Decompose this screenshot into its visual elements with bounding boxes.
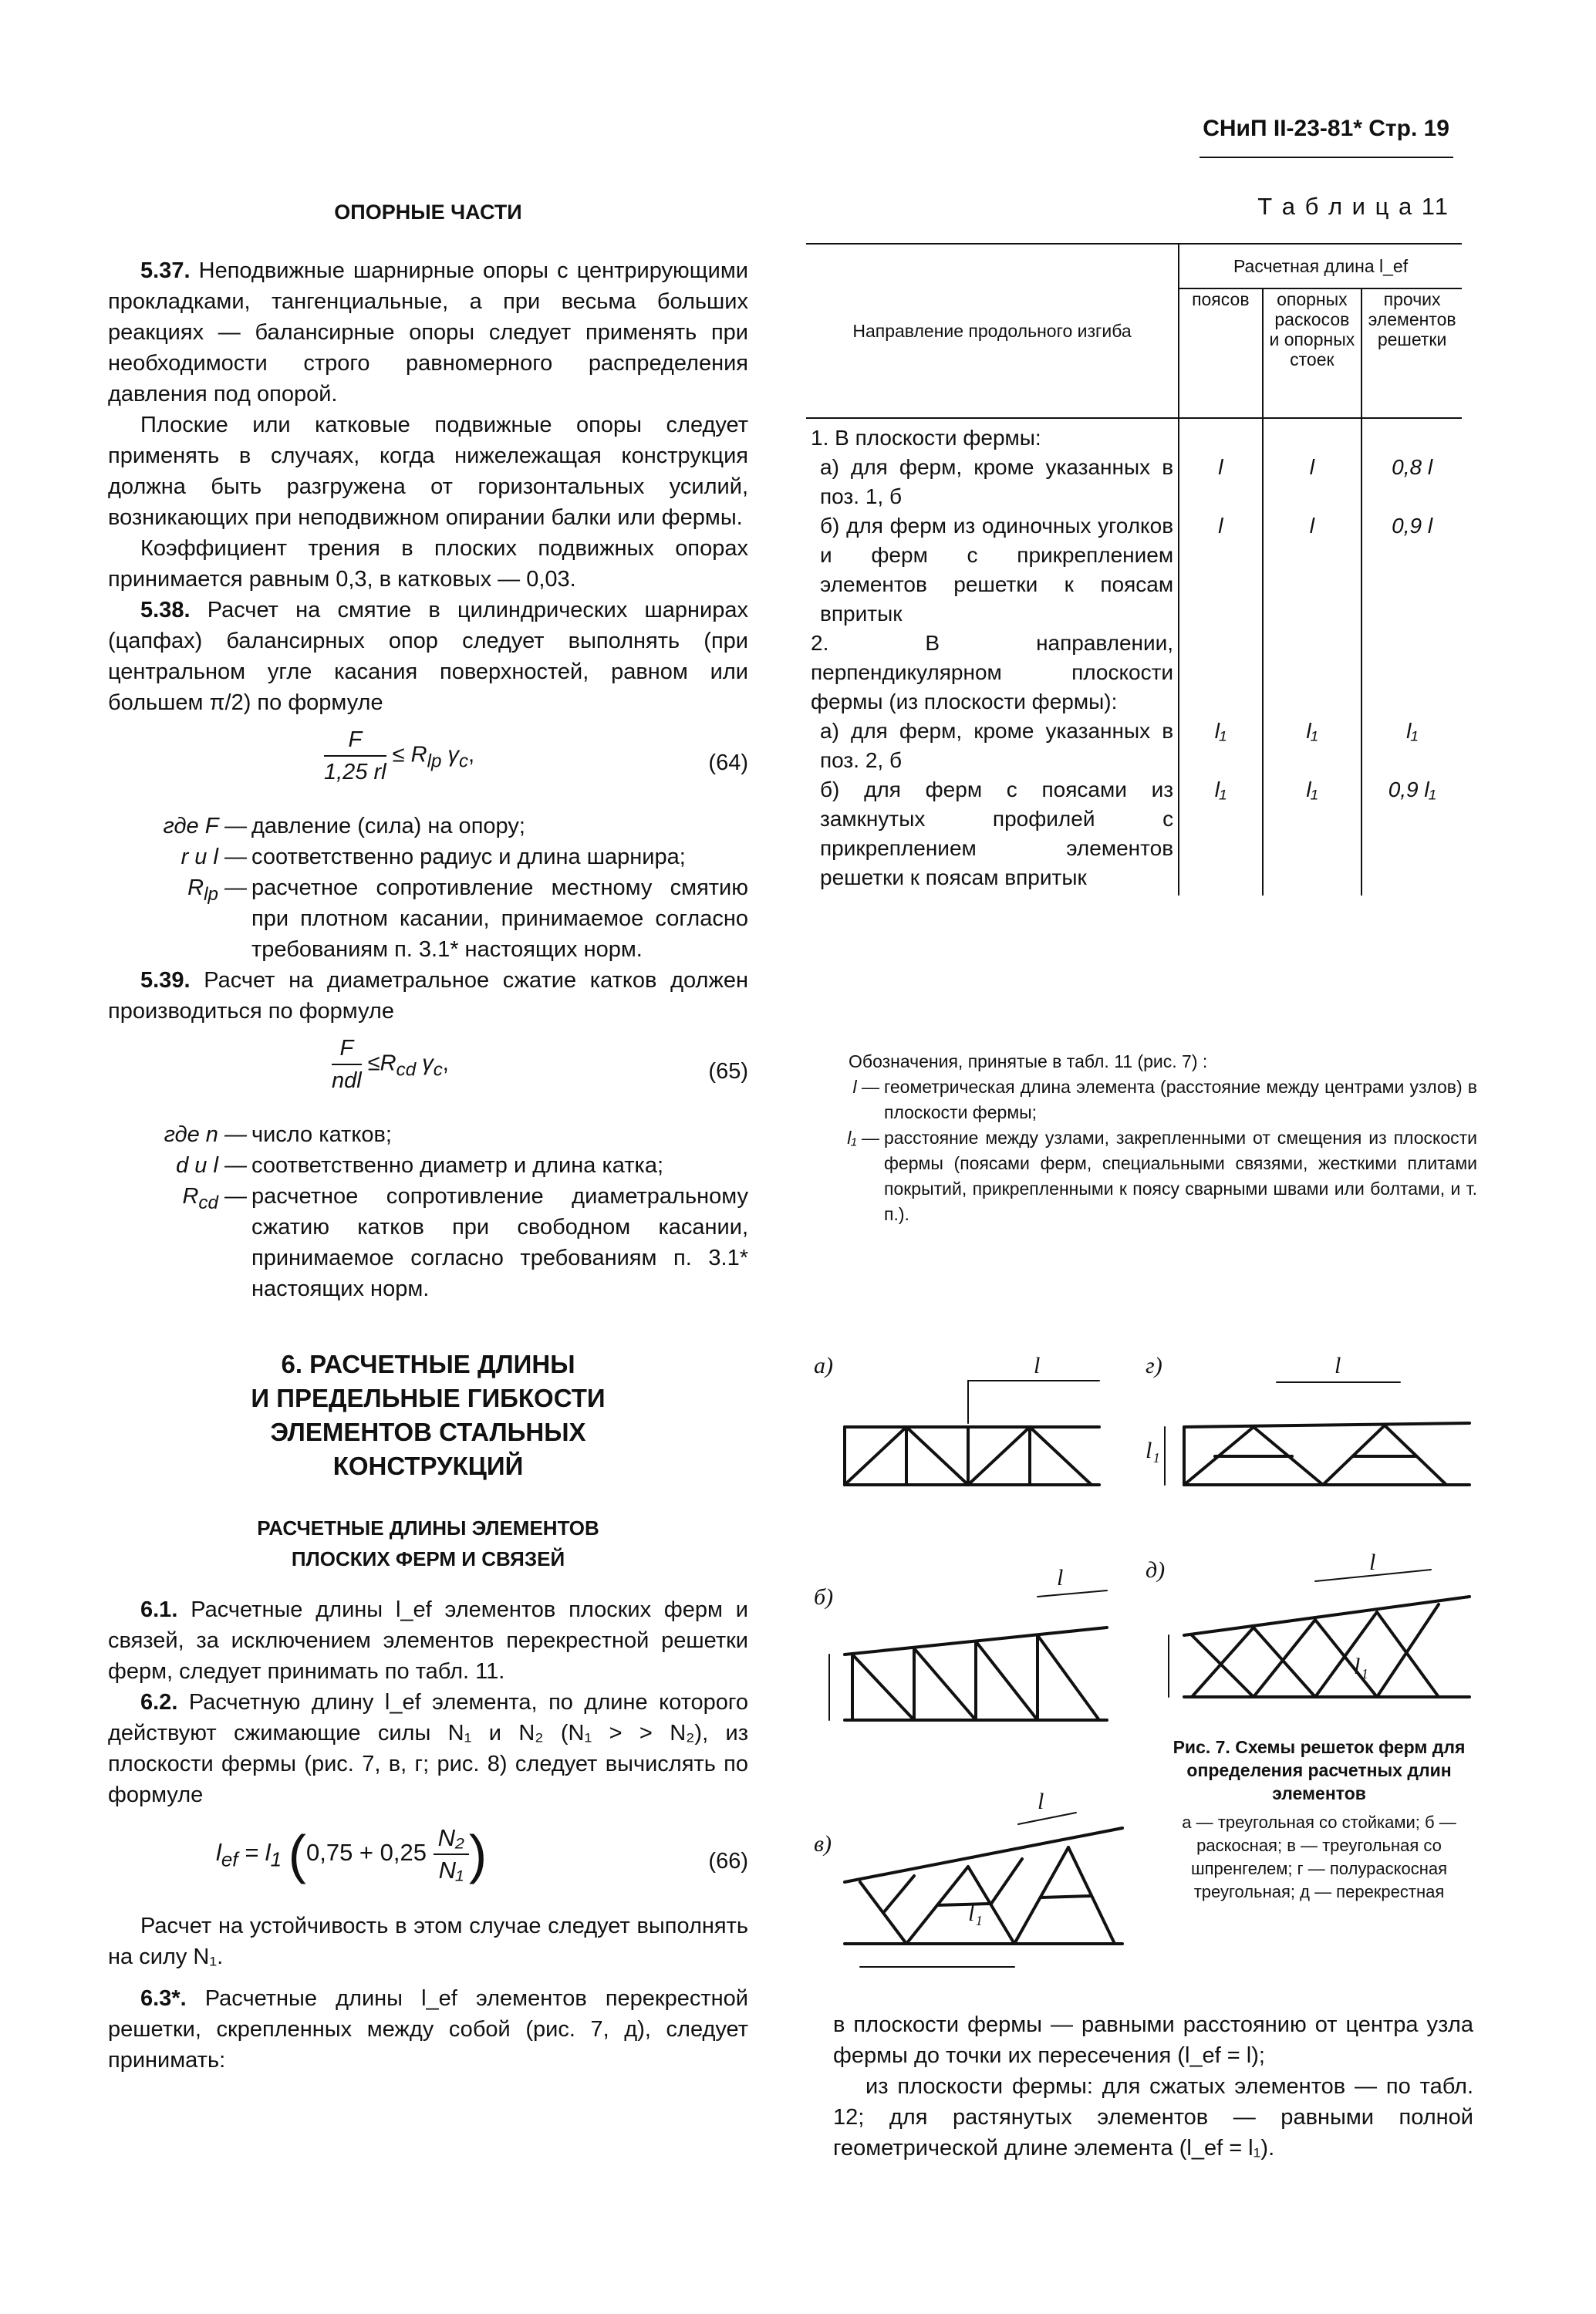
table-head-col: прочих элементов решетки — [1361, 288, 1462, 418]
truss-a — [845, 1381, 1099, 1485]
formula-fraction: $\frac{F}{\text{ndl}}$ — [332, 1033, 362, 1096]
section-6-title: 6. РАСЧЕТНЫЕ ДЛИНЫ И ПРЕДЕЛЬНЫЕ ГИБКОСТИ ЭЛЕМЕНТОВ СТАЛЬНЫХ КОНСТРУКЦИЙ — [251, 1350, 606, 1480]
para-5-38 — [108, 595, 748, 718]
left-column — [108, 197, 748, 2076]
length-label: l₁ — [968, 1901, 983, 1926]
para-6-2-b: Расчет на устойчивость в этом случае следует выполнять на силу N₁. — [108, 1914, 748, 1969]
table-head-direction: Направление продольного изгиба — [806, 244, 1179, 418]
page-header: СНиП II-23-81* Стр. 19 — [1203, 116, 1449, 141]
table-row: 1. В плоскости фермы: — [806, 418, 1462, 453]
formula-number: (64) — [708, 751, 748, 775]
length-label: l — [1334, 1353, 1341, 1378]
subsection-title: РАСЧЕТНЫЕ ДЛИНЫ ЭЛЕМЕНТОВ ПЛОСКИХ ФЕРМ И СВЯЗЕЙ — [257, 1516, 599, 1570]
table-head-col: поясов — [1179, 288, 1262, 418]
truss-g — [1165, 1382, 1469, 1485]
formula-65: $\frac{F}{\text{ndl}}$ $\le R_{cd}$ $\gamma_c$, (65) — [108, 1027, 748, 1119]
length-label: l₁ — [1354, 1654, 1368, 1679]
para-number: 5.39. — [140, 968, 191, 993]
notes-title: Обозначения, принятые в табл. 11 (рис. 7) : — [849, 1051, 1208, 1071]
para-5-37-b: Плоские или катковые подвижные опоры следует применять в случаях, когда нижележащая конструкция должна быть разгружена от горизонтальных усилий, возникающих при неподвижном опирании балки или фермы. — [108, 413, 748, 530]
definitions-64 — [108, 811, 748, 965]
definition-row: где F — давление (сила) на опору; — [163, 814, 525, 838]
definition-row: где n — число катков; — [164, 1122, 392, 1147]
note-row: l — геометрическая длина элемента (расстояние между центрами узлов) в плоскости фермы; — [852, 1077, 1477, 1122]
length-label: l₁ — [1146, 1438, 1160, 1463]
table-notes — [825, 1049, 1477, 1227]
length-label: l — [1034, 1353, 1041, 1378]
caption-title: Рис. 7. Схемы решеток ферм для определения расчетных длин элементов — [1173, 1737, 1466, 1803]
table-head-col: опорных раскосов и опорных стоек — [1263, 288, 1362, 418]
definition-row: r и l — соответственно радиус и длина шарнира; — [181, 845, 686, 869]
definition-row: $R_{cd}$ — расчетное сопротивление диаметральному сжатию катков при свободном касании, принимаемое согласно требованиям п. 3.1* настоящих норм. — [182, 1184, 748, 1301]
definition-row: $R_{lp}$ — расчетное сопротивление местному смятию при плотном касании, принимаемое согласно требованиям п. 3.1* настоящих норм. — [187, 875, 748, 962]
table-row: б) для ферм из одиночных уголков и ферм с прикреплением элементов решетки к поясам впритык l l 0,9 l — [806, 511, 1462, 629]
para-5-37-c: Коэффициент трения в плоских подвижных опорах принимается равным 0,3, в катковых — 0,03. — [108, 536, 748, 592]
para-out-of-plane: из плоскости фермы: для сжатых элементов — по табл. 12; для растянутых элементов — равными полной геометрической длине элемента (l_ef = l₁). — [833, 2074, 1473, 2161]
para-number: 6.1. — [140, 1597, 178, 1622]
truss-b — [829, 1590, 1107, 1720]
figure-caption — [1157, 1736, 1481, 1904]
para-5-37 — [108, 255, 748, 410]
para-in-plane: в плоскости фермы — равными расстоянию от центра узла фермы до точки их пересечения (l_ef = l); — [833, 2012, 1473, 2068]
para-text: Расчетные длины l_ef элементов перекрестной решетки, скрепленных между собой (рис. 7, д), следует принимать: — [108, 1986, 748, 2073]
note-row: l₁ — расстояние между узлами, закрепленными от смещения из плоскости фермы (поясами ферм, специальными связями, жесткими плитами покрытий, прикрепленными к поясу сварными швами или болтами, и т. п.). — [847, 1128, 1477, 1224]
formula-number: (65) — [708, 1059, 748, 1084]
definition-row: d и l — соответственно диаметр и длина катка; — [176, 1153, 664, 1178]
para-5-39 — [108, 965, 748, 1027]
formula-fraction: $\frac{F}{1,25 rl}$ — [324, 724, 386, 788]
para-number: 5.38. — [140, 598, 191, 622]
fig-label-d: д) — [1146, 1557, 1166, 1583]
para-text: Расчет на диаметральное сжатие катков должен производиться по формуле — [108, 968, 748, 1024]
header-rule — [1200, 157, 1453, 158]
length-label: l — [1038, 1789, 1044, 1814]
figure-7 — [814, 1350, 1485, 1982]
para-text: Расчетную длину l_ef элемента, по длине которого действуют сжимающие силы N₁ и N₂ (N₁ > > N₂), из плоскости фермы (рис. 7, в, г; рис. 8) следует вычислять по формуле — [108, 1690, 749, 1807]
table-title: Т а б л и ц а 11 — [1257, 193, 1449, 220]
caption-text: а — треугольная со стойками; б — раскосная; в — треугольная со шпренгелем; г — полураскосная треугольная; д — перекрестная — [1182, 1813, 1456, 1901]
table-row: б) для ферм с поясами из замкнутых профилей с прикреплением элементов решетки к поясам впритык l₁ l₁ 0,9 l₁ — [806, 775, 1462, 896]
fig-label-g: г) — [1146, 1353, 1162, 1378]
formula-fraction: $\frac{\text{N₂}}{\text{N₁}}$ — [434, 1823, 469, 1886]
definitions-65 — [108, 1119, 748, 1304]
para-text: Неподвижные шарнирные опоры с центрирующими прокладками, тангенциальные, а при весьма больших реакциях — балансирные опоры следует применять при необходимости строго равномерного распределения давления под опорой. — [108, 258, 748, 406]
para-6-1 — [108, 1594, 748, 1687]
fig-label-a: а) — [814, 1353, 833, 1378]
table-row: а) для ферм, кроме указанных в поз. 1, б l l 0,8 l — [806, 453, 1462, 511]
para-number: 5.37. — [140, 258, 191, 283]
fig-label-b: б) — [814, 1584, 834, 1610]
table-row: а) для ферм, кроме указанных в поз. 2, б l₁ l₁ l₁ — [806, 717, 1462, 775]
para-6-2 — [108, 1687, 748, 1810]
para-text: Расчетные длины l_ef элементов плоских ферм и связей, за исключением элементов перекрестной решетки ферм, следует принимать по табл. 11. — [108, 1597, 748, 1684]
table-row: 2. В направлении, перпендикулярном плоскости фермы (из плоскости фермы): — [806, 629, 1462, 717]
length-label: l — [1369, 1550, 1376, 1575]
right-bottom-text — [833, 2009, 1473, 2164]
para-number: 6.3*. — [140, 1986, 187, 2011]
para-text: Расчет на смятие в цилиндрических шарнирах (цапфах) балансирных опор следует выполнять (при центральном угле касания поверхностей, равном или большем π/2) по формуле — [108, 598, 749, 715]
table-head-group: Расчетная длина l_ef — [1179, 244, 1462, 288]
table-11 — [806, 243, 1477, 896]
fig-label-v: в) — [814, 1831, 832, 1857]
truss-c — [845, 1813, 1122, 1967]
formula-64: $\frac{F}{1,25 rl}$ ≤ $R_{lp}$ $\gamma_c$, (64) — [108, 718, 748, 811]
section-title-supports: ОПОРНЫЕ ЧАСТИ — [334, 201, 522, 224]
para-6-3 — [108, 1983, 748, 2076]
formula-66: $l_{ef} = l_1$ (0,75 + 0,25 $\frac{\text{N₂}}{\text{N₁}}$ ) (66) — [216, 1824, 748, 1884]
para-number: 6.2. — [140, 1690, 178, 1715]
formula-number: (66) — [708, 1849, 748, 1874]
length-label: l — [1057, 1565, 1064, 1590]
truss-d — [1169, 1570, 1469, 1697]
